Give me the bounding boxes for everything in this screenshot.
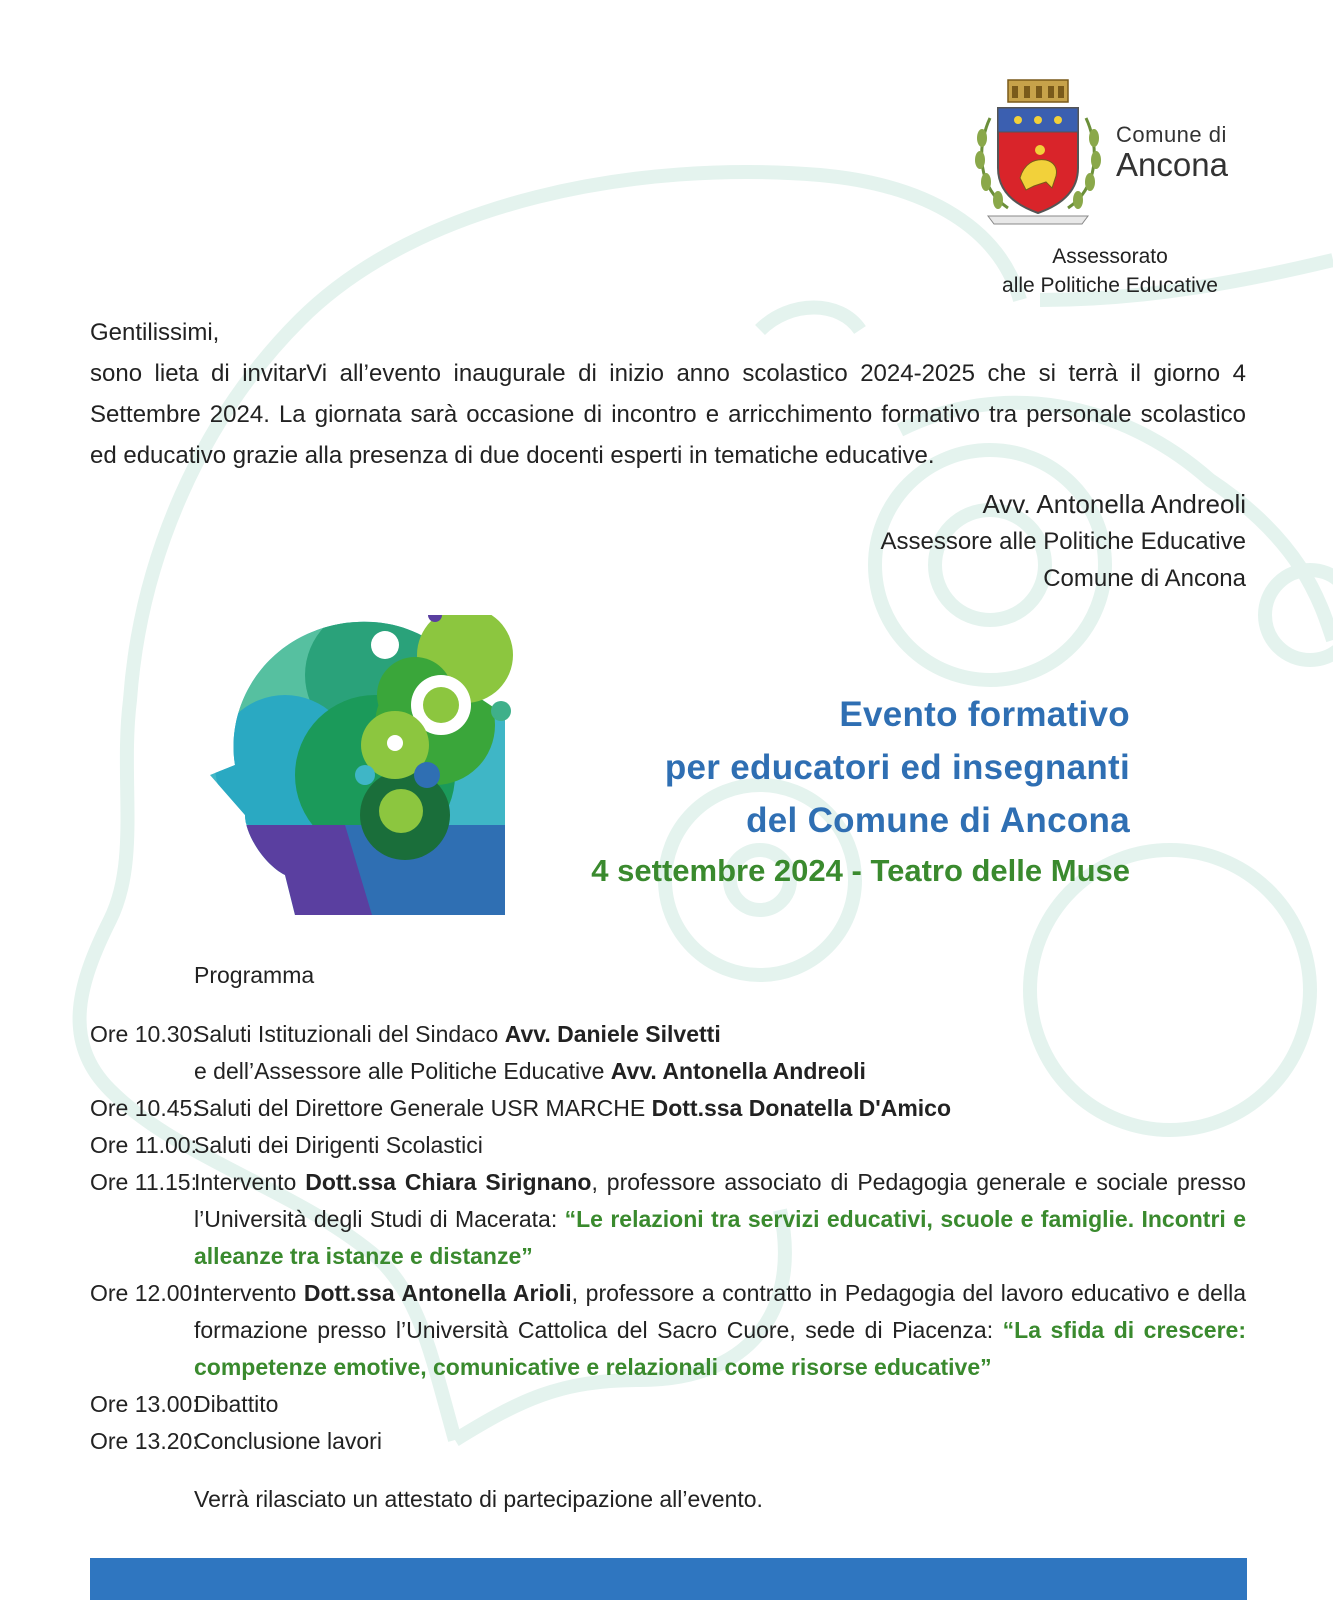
letter-greeting: Gentilissimi, — [90, 319, 220, 346]
program-text: Conclusione lavori — [194, 1428, 382, 1454]
signature-role: Assessore alle Politiche Educative — [880, 528, 1246, 555]
speaker-name: Dott.ssa Chiara Sirignano — [305, 1169, 592, 1195]
speaker-name: Dott.ssa Antonella Arioli — [303, 1280, 572, 1306]
program-line — [194, 1386, 1246, 1423]
speaker-name: Dott.ssa Donatella D'Amico — [651, 1095, 952, 1121]
program-line — [194, 1164, 1246, 1275]
program-line — [194, 1275, 1246, 1386]
program-time: Ore 10.30: — [90, 1021, 199, 1047]
signature-org: Comune di Ancona — [1043, 565, 1246, 592]
footer-bar — [90, 1558, 1247, 1600]
program-description — [194, 1127, 1246, 1164]
talk-title: “La sfida di crescere: competenze emotive, comunicative e relazionali come risorse educative” — [194, 1317, 1246, 1380]
program-description — [194, 1275, 1246, 1386]
program-description — [194, 1423, 1246, 1460]
program-description — [194, 1164, 1246, 1275]
program-time: Ore 10.45: — [90, 1095, 199, 1121]
logo-text-line2: Ancona — [1116, 146, 1228, 183]
program-row — [90, 1386, 1246, 1423]
program-row — [90, 1164, 1246, 1275]
department-line2: alle Politiche Educative — [1002, 274, 1218, 297]
program-text: Saluti Istituzionali del Sindaco — [194, 1021, 505, 1047]
speaker-name: Avv. Antonella Andreoli — [610, 1058, 866, 1084]
program-line — [194, 1016, 1246, 1053]
event-title-block — [440, 688, 1130, 893]
program-text: Saluti del Direttore Generale USR MARCHE — [194, 1095, 652, 1121]
program-line — [194, 1090, 1246, 1127]
program-line — [194, 1053, 1246, 1090]
program-row — [90, 1423, 1246, 1460]
program-description — [194, 1386, 1246, 1423]
program-time: Ore 12.00: — [90, 1280, 199, 1306]
coat-of-arms-icon — [968, 78, 1108, 228]
event-title-line1: Evento formativo — [839, 695, 1130, 734]
program-description — [194, 1090, 1246, 1127]
program-list — [90, 1016, 1246, 1460]
program-line — [194, 1423, 1246, 1460]
comune-logo — [968, 78, 1258, 228]
signature-block — [860, 486, 1246, 597]
program-text: Intervento — [194, 1280, 304, 1306]
program-time: Ore 11.15: — [90, 1169, 197, 1195]
program-text: , professore a contratto in Pedagogia del lavoro educativo e della formazione presso l’Università Cattolica del Sacro Cuore, sede di Piacenza: — [194, 1280, 1246, 1343]
logo-text-line1: Comune di — [1116, 122, 1227, 147]
department-label — [990, 242, 1230, 300]
program-text: , professore associato di Pedagogia generale e sociale presso l’Università degli Studi di Macerata: — [194, 1169, 1246, 1232]
program-time: Ore 13.20: — [90, 1428, 199, 1454]
program-text: Dibattito — [194, 1391, 279, 1417]
program-text: e dell’Assessore alle Politiche Educative — [194, 1058, 611, 1084]
program-time: Ore 11.00: — [90, 1132, 197, 1158]
program-time: Ore 13.00: — [90, 1391, 199, 1417]
program-line — [194, 1127, 1246, 1164]
program-heading: Programma — [194, 962, 315, 988]
signature-name: Avv. Antonella Andreoli — [982, 489, 1246, 519]
department-line1: Assessorato — [1052, 245, 1168, 268]
event-title-line3: del Comune di Ancona — [746, 801, 1130, 840]
program-text: Intervento — [194, 1169, 306, 1195]
letter-body: sono lieta di invitarVi all’evento inaugurale di inizio anno scolastico 2024-2025 che si terrà il giorno 4 Settembre 2024. La giornata sarà occasione di incontro e arricchimento formativo tra personale scolastico ed educativo grazie alla presenza di due docenti esperti in tematiche educative. — [90, 360, 1246, 469]
invitation-letter — [90, 312, 1246, 476]
event-date-place: 4 settembre 2024 - Teatro delle Muse — [591, 853, 1130, 888]
program-text: Saluti dei Dirigenti Scolastici — [194, 1132, 483, 1158]
program-description — [194, 1016, 1246, 1090]
program-row — [90, 1016, 1246, 1090]
speaker-name: Avv. Daniele Silvetti — [504, 1021, 721, 1047]
event-title-line2: per educatori ed insegnanti — [664, 748, 1130, 787]
program-row — [90, 1275, 1246, 1386]
talk-title: “Le relazioni tra servizi educativi, scuole e famiglie. Incontri e alleanze tra istanze e distanze” — [194, 1206, 1246, 1269]
certificate-note: Verrà rilasciato un attestato di partecipazione all’evento. — [194, 1486, 763, 1512]
program-row — [90, 1127, 1246, 1164]
program-row — [90, 1090, 1246, 1127]
